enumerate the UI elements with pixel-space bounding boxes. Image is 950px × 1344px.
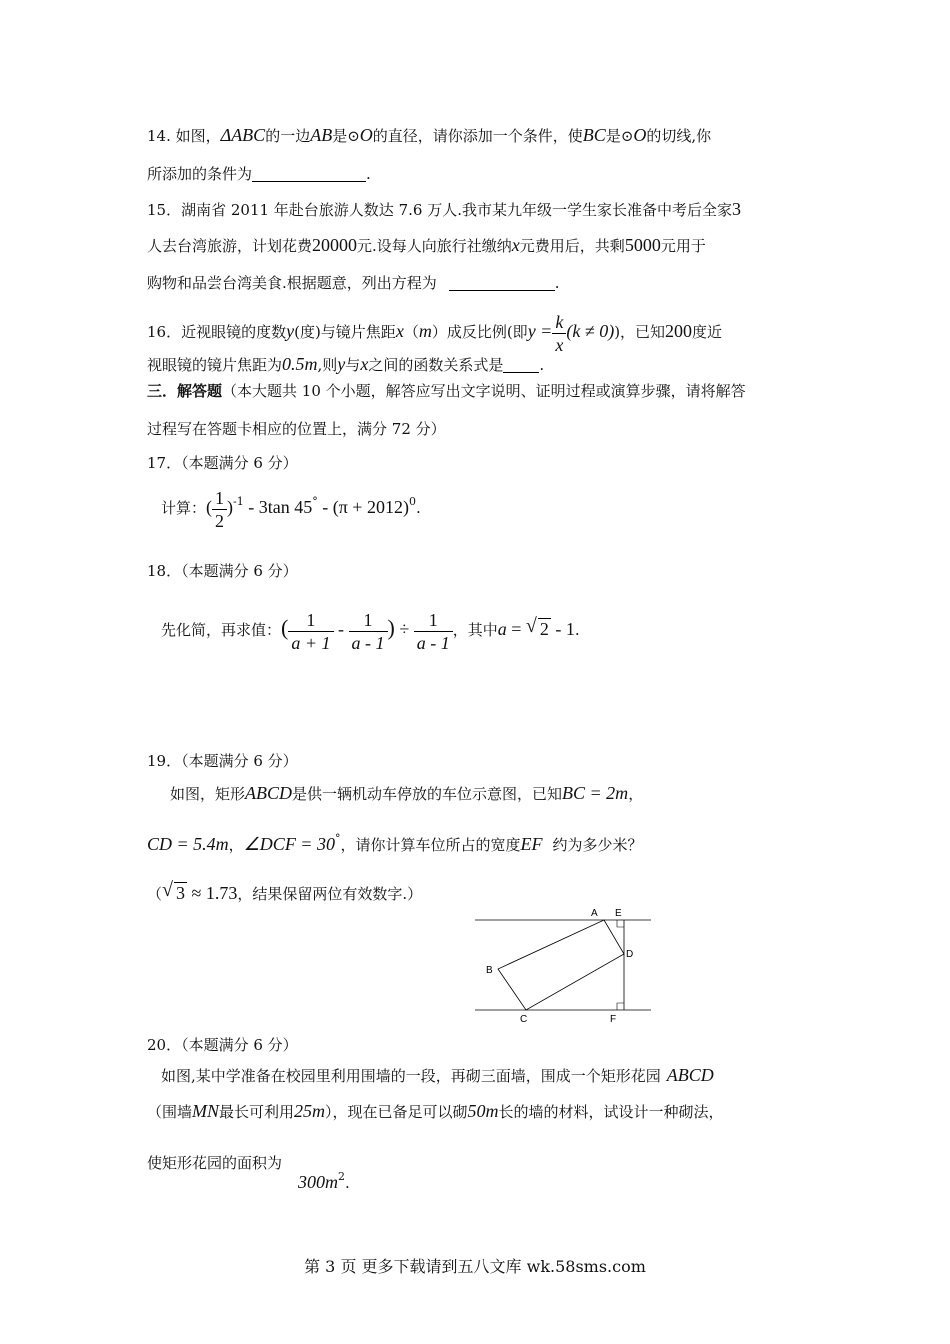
q14-line1: 14. 如图，ΔABC的一边AB是⊙O的直径，请你添加一个条件，使BC是⊙O的切线,你 [147, 125, 712, 145]
q17-expression: 计算：( $\frac{1}{2}$ )$^{-1}$ - 3tan $45^\circ - (\pi + 2012)^0$. [161, 487, 421, 531]
q20-heading: 20．（本题满分 6 分） [147, 1036, 298, 1054]
label-e: E [615, 908, 622, 919]
q19-line1: 如图，矩形ABCD是供一辆机动车停放的车位示意图，已知BC = 2m， [170, 783, 644, 803]
q16-line1: 16．近视眼镜的度数y(度)与镜片焦距x（m）成反比例(即y = $\frac{k}{x}$ (k ≠ 0))，已知200度近 [147, 311, 723, 355]
label-d: D [626, 949, 634, 960]
answer-blank[interactable] [252, 165, 366, 182]
q15-line2: 人去台湾旅游，计划花费20000元.设每人向旅行社缴纳x元费用后，共剩5000元用于 [147, 235, 706, 255]
rectangle-abcd [498, 920, 624, 1010]
q15-line1: 15．湖南省 2011 年赴台旅游人数达 7.6 万人.我市某九年级一学生家长准备中考后全家3 [147, 199, 741, 219]
parking-space-figure [473, 902, 655, 1026]
label-f: F [610, 1014, 617, 1025]
q18-expression: 先化简，再求值：( $\frac{1}{a + 1}$ - $\frac{1}{a - 1}$ ) ÷ $\frac{1}{a - 1}$ ，其中a = √ 2 - 1. [161, 603, 580, 655]
q20-line1: 如图,某中学准备在校园里利用围墙的一段，再砌三面墙，围成一个矩形花园 ABCD [161, 1065, 714, 1085]
q15-line3: 购物和品尝台湾美食.根据题意，列出方程为 . [147, 274, 560, 292]
answer-blank[interactable] [503, 356, 539, 373]
fraction-1-over-a-plus-1: $\frac{1}{a + 1}$ [288, 609, 333, 654]
right-angle-f-icon [617, 1003, 624, 1010]
label-b: B [486, 965, 493, 976]
sqrt-3: √ 3 [162, 882, 187, 904]
triangle-abc: ΔABC [220, 125, 266, 145]
q17-heading: 17．（本题满分 6 分） [147, 454, 298, 472]
q16-line2: 视眼镜的镜片焦距为0.5m,则y与x之间的函数关系式是 . [147, 354, 545, 374]
section3-header: 三．解答题（本大题共 10 个小题，解答应写出文字说明、证明过程或演算步骤，请将解答 [147, 382, 746, 400]
fraction-1-over-a-minus-1-divisor: $\frac{1}{a - 1}$ [414, 609, 453, 654]
label-c: C [520, 1014, 528, 1025]
q19-heading: 19．（本题满分 6 分） [147, 752, 298, 770]
label-a: A [591, 908, 598, 919]
answer-blank[interactable] [449, 274, 555, 291]
q14-line2: 所添加的条件为 . [147, 165, 371, 183]
q20-line2: （围墙MN最长可利用25m），现在已备足可以砌50m长的墙的材料，试设计一种砌法， [147, 1101, 724, 1121]
section3-desc2: 过程写在答题卡相应的位置上，满分 72 分） [147, 420, 446, 438]
fraction-1-over-a-minus-1: $\frac{1}{a - 1}$ [349, 609, 388, 654]
q20-line3: 使矩形花园的面积为 [147, 1154, 283, 1172]
q19-line2: CD = 5.4m，∠DCF = 30°，请你计算车位所占的宽度EF 约为多少米？ [147, 832, 643, 854]
q18-heading: 18．（本题满分 6 分） [147, 562, 298, 580]
q19-line3: （√ 3 ≈ 1.73，结果保留两位有效数字.） [147, 882, 422, 905]
fraction-one-half: $\frac{1}{2}$ [212, 487, 227, 532]
q20-area-value: $300m^2$. [298, 1170, 350, 1192]
sqrt-2: √ 2 [526, 604, 551, 654]
fraction-k-over-x: $\frac{k}{x}$ [552, 311, 566, 356]
right-angle-e-icon [617, 920, 624, 927]
section3-title: 三．解答题 [147, 382, 223, 400]
page-footer: 第 3 页 更多下载请到五八文库 wk.58sms.com [304, 1257, 646, 1276]
